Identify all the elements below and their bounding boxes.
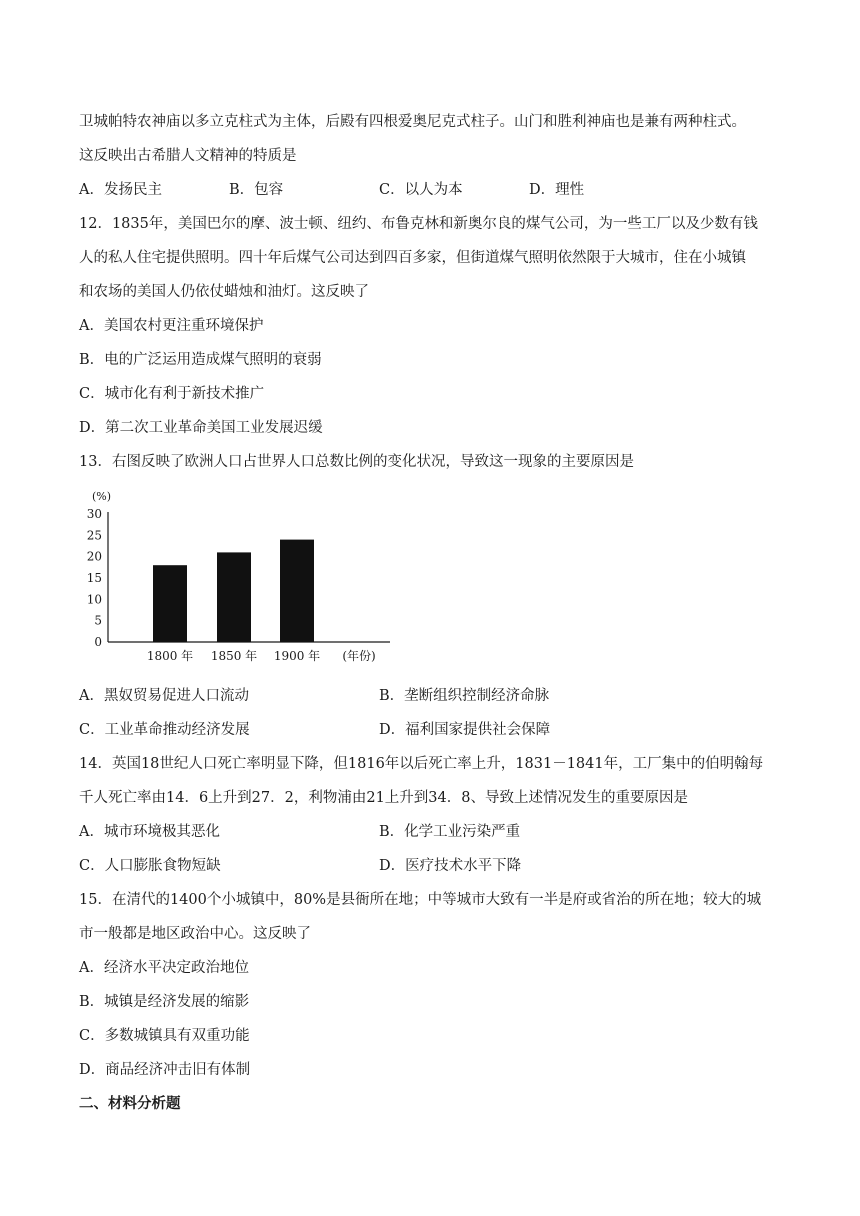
q15-option-a: A．经济水平决定政治地位: [79, 960, 249, 976]
q11-option-d: D．理性: [529, 182, 585, 198]
chart-x-ticks: [147, 648, 320, 663]
chart-x-axis-label: (年份): [342, 649, 376, 663]
q13-option-b: B．垄断组织控制经济命脉: [379, 688, 550, 704]
chart-y-tick-label: 0: [94, 635, 102, 649]
q11-option-a: A．发扬民主: [79, 182, 162, 198]
chart-x-tick-label: 1850 年: [210, 649, 258, 663]
q11-stem-line1: 卫城帕特农神庙以多立克柱式为主体，后殿有四根爱奥尼克式柱子。山门和胜利神庙也是兼有两种柱式。: [79, 114, 746, 130]
chart-y-axis-label: (%): [92, 490, 112, 503]
q12-option-b: B．电的广泛运用造成煤气照明的衰弱: [79, 352, 322, 368]
population-bar-chart: [84, 486, 404, 666]
chart-y-tick-label: 10: [86, 592, 102, 607]
q14-stem-line1: 14．英国18世纪人口死亡率明显下降，但1816年以后死亡率上升，1831－1841年，工厂集中的伯明翰每: [79, 756, 764, 772]
chart-y-tick-label: 20: [86, 549, 102, 564]
q15-option-d: D．商品经济冲击旧有体制: [79, 1062, 251, 1078]
q13-option-a: A．黑奴贸易促进人口流动: [79, 688, 249, 704]
q13-option-d: D．福利国家提供社会保障: [379, 722, 551, 738]
q11-stem-line2: 这反映出古希腊人文精神的特质是: [79, 148, 297, 164]
q14-option-c: C．人口膨胀食物短缺: [79, 858, 221, 874]
chart-y-tick-label: 25: [86, 528, 102, 543]
q12-stem-line1: 12．1835年，美国巴尔的摩、波士顿、纽约、布鲁克林和新奥尔良的煤气公司，为一些工厂以及少数有钱: [79, 216, 758, 232]
chart-x-tick-label: 1800 年: [146, 649, 194, 663]
chart-y-tick-label: 30: [86, 507, 102, 521]
q13-option-c: C．工业革命推动经济发展: [79, 722, 250, 738]
chart-bar: [217, 552, 251, 642]
chart-y-tick-label: 5: [94, 613, 102, 628]
chart-bar: [153, 565, 187, 642]
q12-stem-line3: 和农场的美国人仍依仗蜡烛和油灯。这反映了: [79, 284, 369, 300]
q14-option-a: A．城市环境极其恶化: [79, 824, 220, 840]
q15-stem-line2: 市一般都是地区政治中心。这反映了: [79, 926, 311, 942]
q14-option-b: B．化学工业污染严重: [379, 824, 521, 840]
q12-option-a: A．美国农村更注重环境保护: [79, 318, 264, 334]
q13-stem-line1: 13．右图反映了欧洲人口占世界人口总数比例的变化状况，导致这一现象的主要原因是: [79, 454, 634, 470]
q15-option-c: C．多数城镇具有双重功能: [79, 1028, 250, 1044]
chart-y-ticks: [87, 507, 102, 649]
q11-option-c: C．以人为本: [379, 182, 463, 198]
q14-option-d: D．医疗技术水平下降: [379, 858, 522, 874]
q12-option-d: D．第二次工业革命美国工业发展迟缓: [79, 420, 323, 436]
q12-option-c: C．城市化有利于新技术推广: [79, 386, 265, 402]
chart-bars: [153, 540, 314, 642]
q11-option-b: B．包容: [229, 182, 284, 198]
q14-stem-line2: 千人死亡率由14．6上升到27．2，利物浦由21上升到34．8、导致上述情况发生的重要原因是: [79, 790, 688, 806]
q15-stem-line1: 15．在清代的1400个小城镇中，80%是县衙所在地；中等城市大致有一半是府或省治的所在地；较大的城: [79, 892, 762, 908]
section-title-material-analysis: 二、材料分析题: [79, 1095, 181, 1112]
chart-x-tick-label: 1900 年: [273, 649, 321, 663]
q15-option-b: B．城镇是经济发展的缩影: [79, 994, 250, 1010]
q12-stem-line2: 人的私人住宅提供照明。四十年后煤气公司达到四百多家，但街道煤气照明依然限于大城市，住在小城镇: [79, 250, 746, 266]
chart-y-tick-label: 15: [86, 571, 102, 585]
chart-bar: [280, 540, 314, 642]
